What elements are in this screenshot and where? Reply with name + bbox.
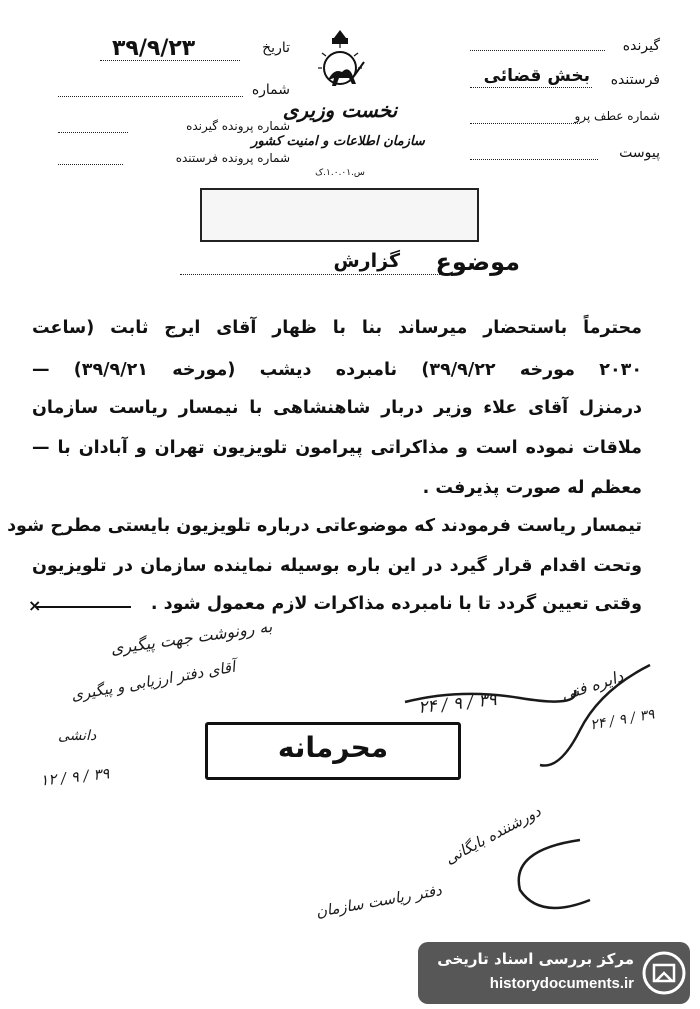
confidential-stamp: [205, 722, 461, 780]
receiver-file-row: [58, 118, 290, 138]
date-line: [100, 60, 240, 61]
handwritten-note-1: به رونوشت جهت پیگیری: [109, 616, 274, 659]
handwritten-note-date: ۱۲ / ۹ / ۳۹: [39, 764, 111, 790]
ref-number-row: [470, 108, 660, 130]
subject-value: گزارش: [333, 250, 400, 272]
handwritten-right-stroke: [520, 660, 660, 770]
handwritten-right-date: ۲۴ / ۹ / ۳۹: [589, 706, 656, 734]
sender-file-line: [58, 164, 123, 165]
organization-title: سازمان اطلاعات و امنیت کشور: [251, 134, 425, 149]
recipient-label: گیرنده: [622, 38, 660, 54]
end-mark-x: ×: [28, 596, 42, 615]
body-line-7: وتحت اقدام قرار گیرد در این باره بوسیله نماینده سازمان در تلویزیون: [32, 556, 642, 576]
sender-label: فرستنده: [610, 72, 660, 88]
number-line: [58, 96, 243, 97]
date-row: [100, 36, 290, 64]
end-of-text-dash: [36, 606, 131, 608]
receiver-file-line: [58, 132, 128, 133]
recipient-row: [470, 38, 660, 58]
body-line-4: ملاقات نموده است و مذاکراتی پیرامون تلویزیون تهران و آبادان با —: [32, 438, 642, 458]
body-line-2: ۲۰۳۰ مورخه ۳۹/۹/۲۲) نامبرده دیشب (مورخه ۳۹/۹/۲۱) —: [32, 360, 643, 380]
recipient-line: [470, 50, 605, 51]
handwritten-bottom-2: دفتر ریاست سازمان: [314, 881, 444, 921]
ref-number-line: [470, 123, 580, 124]
handwritten-right-sign: دایره فنی: [558, 666, 626, 705]
watermark-url: historydocuments.ir: [489, 975, 634, 992]
body-line-8: وقتی تعیین گردد تا با نامبرده مذاکرات لازم معمول شود .: [150, 594, 642, 614]
sender-row: [470, 66, 660, 94]
watermark: [418, 942, 690, 1004]
stamp-text: محرمانه: [277, 731, 389, 764]
sender-line: [470, 87, 592, 88]
handwritten-bottom-1: دورشننده بایگانی: [441, 802, 544, 868]
lion-and-sun-emblem-icon: [310, 28, 370, 98]
receiver-file-label: شماره پرونده گیرنده: [186, 119, 290, 133]
ref-number-label: شماره عطف پرو: [574, 109, 660, 123]
body-line-3: درمنزل آقای علاء وزیر دربار شاهنشاهی با نیمسار ریاست سازمان: [32, 398, 642, 418]
redacted-box: [200, 188, 479, 242]
number-row: [58, 82, 290, 102]
body-line-6: تیمسار ریاست فرمودند که موضوعاتی درباره تلویزیون بایستی مطرح شود: [7, 516, 642, 536]
subject-line: [180, 274, 440, 275]
body-line-1: محترماً باستحضار میرساند بنا با ظهار آقای ایرج ثابت (ساعت: [32, 318, 642, 338]
sender-file-label: شماره پرونده فرستنده: [175, 151, 290, 165]
form-code: س.۱.۰.۰۱.ک: [315, 168, 365, 178]
handwritten-bottom-flourish: [480, 830, 600, 920]
sender-value: بخش قضائی: [483, 66, 590, 86]
watermark-title: مرکز بررسی اسناد تاریخی: [437, 950, 634, 968]
date-label: تاریخ: [262, 40, 290, 56]
office-title: نخست وزیری: [282, 98, 398, 122]
sender-file-row: [58, 150, 290, 170]
handwritten-note-2: آقای دفتر ارزیابی و پیگیری: [69, 657, 237, 705]
attachment-label: پیوست: [619, 145, 660, 161]
body-line-5: معظم له صورت پذیرفت .: [422, 478, 642, 498]
attachment-line: [470, 159, 598, 160]
date-value: ۳۹/۹/۲۳: [112, 36, 196, 61]
subject-label: موضوع: [435, 248, 520, 276]
subject-row: [180, 248, 520, 282]
archive-logo-icon: [642, 951, 686, 995]
handwritten-note-3: دانشی: [58, 728, 97, 744]
attachment-row: [470, 145, 660, 165]
number-label: شماره: [251, 82, 290, 98]
handwritten-center-date: ۲۴ / ۹ / ۳۹: [417, 689, 498, 719]
